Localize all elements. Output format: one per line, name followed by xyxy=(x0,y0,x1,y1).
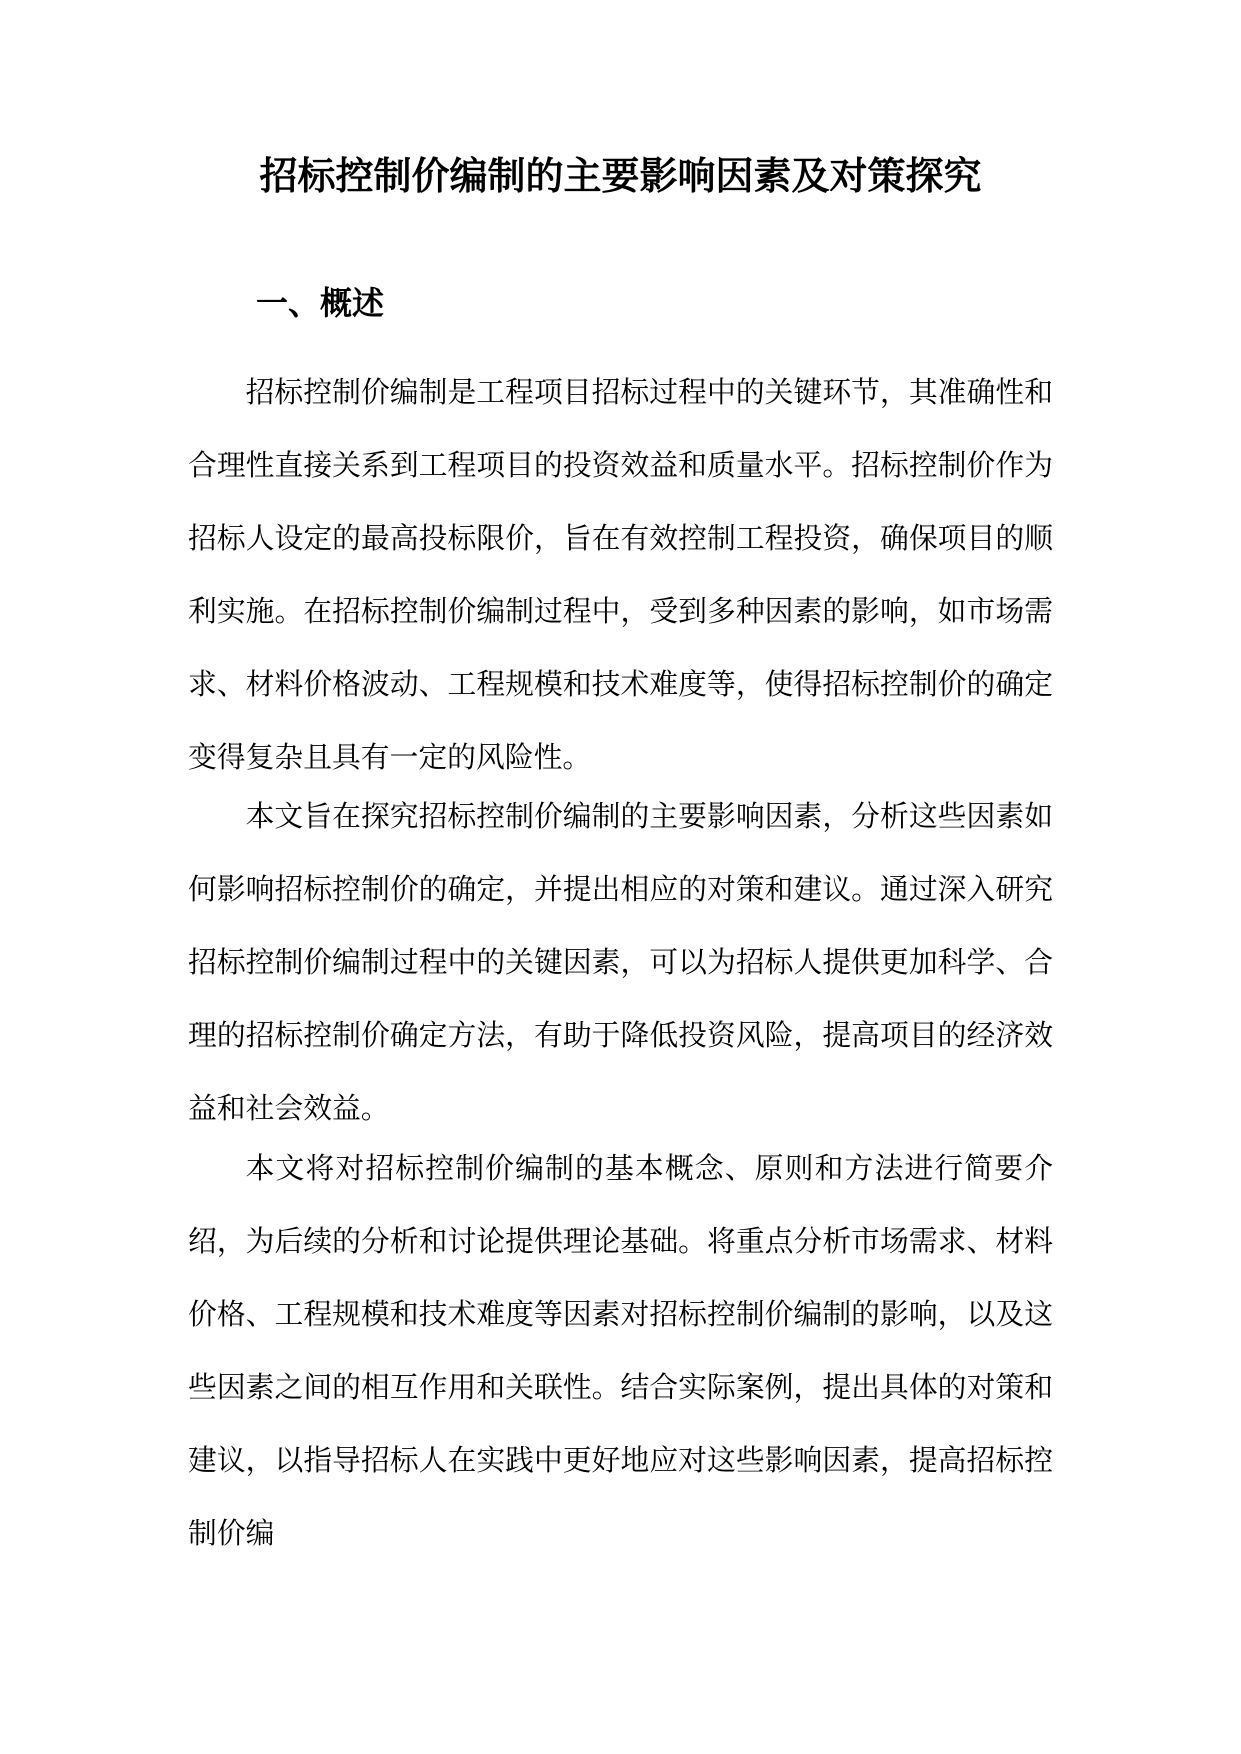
body-paragraph-3: 本文将对招标控制价编制的基本概念、原则和方法进行简要介绍，为后续的分析和讨论提供理论基础。将重点分析市场需求、材料价格、工程规模和技术难度等因素对招标控制价编制的影响，以及这些因素之间的相互作用和关联性。结合实际案例，提出具体的对策和建议，以指导招标人在实践中更好地应对这些影响因素，提高招标控制价编 xyxy=(188,1151,1053,1550)
body-paragraph-2: 本文旨在探究招标控制价编制的主要影响因素，分析这些因素如何影响招标控制价的确定，并提出相应的对策和建议。通过深入研究招标控制价编制过程中的关键因素，可以为招标人提供更加科学、合理的招标控制价确定方法，有助于降低投资风险，提高项目的经济效益和社会效益。 xyxy=(188,799,1053,1125)
document-title: 招标控制价编制的主要影响因素及对策探究 xyxy=(259,153,982,198)
body-paragraph-1: 招标控制价编制是工程项目招标过程中的关键环节，其准确性和合理性直接关系到工程项目的投资效益和质量水平。招标控制价作为招标人设定的最高投标限价，旨在有效控制工程投资，确保项目的顺利实施。在招标控制价编制过程中，受到多种因素的影响，如市场需求、材料价格波动、工程规模和技术难度等，使得招标控制价的确定变得复杂且具有一定的风险性。 xyxy=(188,375,1053,774)
section-heading-overview: 一、概述 xyxy=(256,284,385,322)
